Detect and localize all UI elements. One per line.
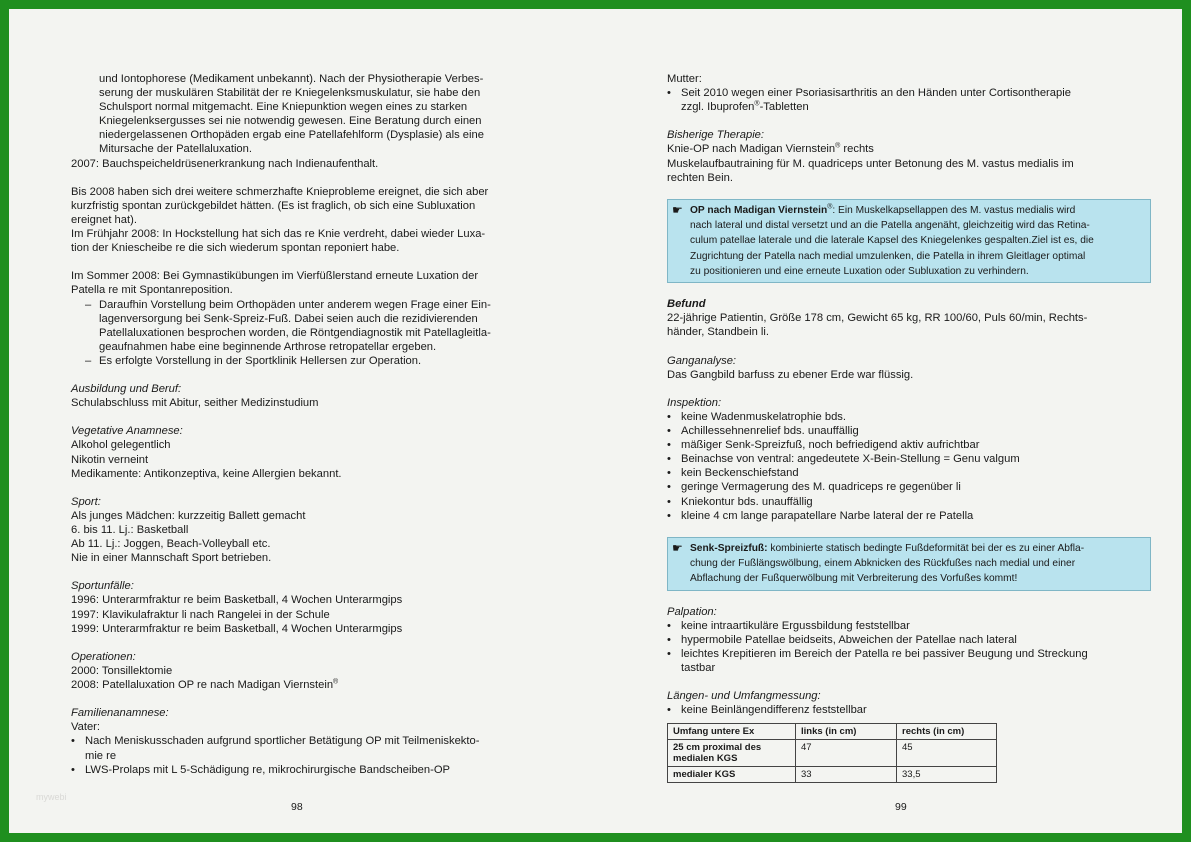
text-line: tion der Kniescheibe re die sich wiederum spontan reponiert habe. xyxy=(71,242,400,255)
section-heading: Längen- und Umfangmessung: xyxy=(667,690,821,703)
page-right xyxy=(595,9,1182,833)
section-heading: Ausbildung und Beruf: xyxy=(71,383,182,396)
text-line: händer, Standbein li. xyxy=(667,326,770,339)
info-box-op: ☛ OP nach Madigan Viernstein®: Ein Muskelkapsellappen des M. vastus medialis wird nach lateral und distal versetzt und an die Patella angenäht, gleichzeitig wird das Retina- culum patellae laterale und die laterale Kapsel des Kniegelenkes gespalten.Ziel ist es, die Zugrichtung der Patella nach medial umzulenken, die Patella in ihrem Gleitlager optimal zu positionieren und eine erneute Luxation oder Subluxation zu verhindern. xyxy=(667,199,1151,283)
text-line: Das Gangbild barfuss zu ebener Erde war flüssig. xyxy=(667,368,914,381)
text-line: 1999: Unterarmfraktur re beim Basketball, 4 Wochen Unterarmgips xyxy=(71,622,403,635)
text-line: Mitursache der Patellaluxation. xyxy=(99,143,252,156)
text-line: 2007: Bauchspeicheldrüsenerkrankung nach Indienaufenthalt. xyxy=(71,157,379,170)
text-line: ereignet hat). xyxy=(71,213,137,226)
table-header: links (in cm) xyxy=(796,724,897,740)
text-line: Nikotin verneint xyxy=(71,453,149,466)
pointing-hand-icon: ☛ xyxy=(672,202,683,217)
registered-mark: ® xyxy=(333,678,339,686)
text-line: Ab 11. Lj.: Joggen, Beach-Volleyball etc. xyxy=(71,538,271,551)
text-line: 1997: Klavikulafraktur li nach Rangelei in der Schule xyxy=(71,608,330,621)
bullet-list xyxy=(667,703,1133,717)
measurement-table xyxy=(667,723,997,783)
list-item: – Daraufhin Vorstellung beim Orthopäden unter anderem wegen Frage einer Ein- lagenversorgung bei Senk-Spreiz-Fuß. Dabei seien auch die rezidivierenden Patellaluxationen besprochen worden, die Röntgendiagnostik mit Patellagleitla- geaufnahmen habe eine beginnende Arthrose retropatellar ergeben. xyxy=(71,298,523,354)
info-box-senk-spreizfuss: ☛ Senk-Spreizfuß: kombinierte statisch bedingte Fußdeformität bei der es zu einer Abfla- chung der Fußlängswölbung, einem Abknicken des Rückfußes nach medial und einer Abflachung der Fußquerwölbung mit Verbreiterung des Vorfußes kommt! xyxy=(667,537,1151,591)
text-line: Im Frühjahr 2008: In Hockstellung hat sich das re Knie verdreht, dabei wieder Luxa- xyxy=(71,228,486,241)
paragraph-summer xyxy=(71,269,523,297)
book-spread xyxy=(9,9,1182,833)
pointing-hand-icon: ☛ xyxy=(672,540,683,555)
list-item: • kleine 4 cm lange parapatellare Narbe lateral der re Patella xyxy=(667,509,1133,523)
bullet-list xyxy=(667,619,1133,675)
section-heading: Befund xyxy=(667,298,706,311)
list-item: • leichtes Krepitieren im Bereich der Patella re bei passiver Beugung und Streckung tastbar xyxy=(667,647,1133,675)
list-item: • keine Beinlängendifferenz feststellbar xyxy=(667,703,1133,717)
section-heading: Palpation: xyxy=(667,605,717,618)
page-number: 99 xyxy=(895,801,907,813)
text-line: Kniegelenksergusses sei nie notwendig gewesen. Eine Beratung durch einen xyxy=(99,115,482,128)
list-item: • kein Beckenschiefstand xyxy=(667,466,1133,480)
registered-mark: ® xyxy=(835,142,841,150)
section-heading: Vegetative Anamnese: xyxy=(71,425,183,438)
list-item: • Kniekontur bds. unauffällig xyxy=(667,495,1133,509)
table-row xyxy=(668,740,997,767)
text-line: Nie in einer Mannschaft Sport betrieben. xyxy=(71,552,272,565)
section-heading: Sport: xyxy=(71,495,101,508)
text-line: Vater: xyxy=(71,721,101,734)
section-heading: Operationen: xyxy=(71,650,136,663)
watermark: mywebi xyxy=(36,792,67,802)
text-line: Knie-OP nach Madigan Viernstein® rechts xyxy=(667,142,874,156)
list-item: • Seit 2010 wegen einer Psoriasisarthritis an den Händen unter Cortisontherapie zzgl. Ibuprofen®-Tabletten xyxy=(667,86,1133,114)
text-line: 2008: Patellaluxation OP re nach Madigan Viernstein® xyxy=(71,678,339,692)
page-number: 98 xyxy=(291,801,303,813)
text-line: Als junges Mädchen: kurzzeitig Ballett gemacht xyxy=(71,509,306,522)
list-item: • Beinachse von ventral: angedeutete X-Bein-Stellung = Genu valgum xyxy=(667,452,1133,466)
list-item: – Es erfolgte Vorstellung in der Sportklinik Hellersen zur Operation. xyxy=(71,354,523,368)
table-header-row xyxy=(668,724,997,740)
list-item: • keine Wadenmuskelatrophie bds. xyxy=(667,410,1133,424)
text-line: Schulsport normal mitgemacht. Eine Kniepunktion wegen eines zu starken xyxy=(99,101,468,114)
text-line: Schulabschluss mit Abitur, seither Medizinstudium xyxy=(71,397,319,410)
text-line: kurzfristig spontan zurückgebildet hätten. (Es ist fraglich, ob sich eine Subluxation xyxy=(71,199,476,212)
table-cell: 33 xyxy=(796,767,897,783)
bullet-list xyxy=(71,734,523,776)
text-line: Im Sommer 2008: Bei Gymnastikübungen im Vierfüßlerstand erneute Luxation der xyxy=(71,270,479,283)
text-line: und Iontophorese (Medikament unbekannt). Nach der Physiotherapie Verbes- xyxy=(99,73,484,85)
registered-mark: ® xyxy=(827,203,833,211)
text-line: Medikamente: Antikonzeptiva, keine Allergien bekannt. xyxy=(71,467,342,480)
text-line: serung der muskulären Stabilität der re Kniegelenksmuskulatur, sie habe den xyxy=(99,87,481,100)
table-row xyxy=(668,767,997,783)
table-header: Umfang untere Ex xyxy=(668,724,796,740)
list-item: • LWS-Prolaps mit L 5-Schädigung re, mikrochirurgische Bandscheiben-OP xyxy=(71,763,523,777)
list-item: • geringe Vermagerung des M. quadriceps re gegenüber li xyxy=(667,480,1133,494)
dash-list xyxy=(71,298,523,368)
text-line: Patella re mit Spontanreposition. xyxy=(71,284,233,297)
list-item: • keine intraartikuläre Ergussbildung feststellbar xyxy=(667,619,1133,633)
intro-paragraph xyxy=(71,72,523,157)
right-column xyxy=(667,72,1133,783)
left-column xyxy=(71,72,523,777)
text-line: 2000: Tonsillektomie xyxy=(71,664,173,677)
list-item: • hypermobile Patellae beidseits, Abweichen der Patellae nach lateral xyxy=(667,633,1133,647)
section-heading: Bisherige Therapie: xyxy=(667,129,765,142)
text-line: Muskelaufbautraining für M. quadriceps unter Betonung des M. vastus medialis im xyxy=(667,157,1074,170)
table-cell: 25 cm proximal des medialen KGS xyxy=(668,740,796,767)
table-cell: 33,5 xyxy=(897,767,997,783)
table-cell: medialer KGS xyxy=(668,767,796,783)
section-heading: Sportunfälle: xyxy=(71,580,134,593)
list-item: • mäßiger Senk-Spreizfuß, noch befriedigend aktiv aufrichtbar xyxy=(667,438,1133,452)
table-header: rechts (in cm) xyxy=(897,724,997,740)
paragraph-2008 xyxy=(71,185,523,255)
text-line: niedergelassenen Orthopäden ergab eine Patellafehlform (Dysplasie) als eine xyxy=(99,129,484,142)
table-cell: 47 xyxy=(796,740,897,767)
text-line: 22-jährige Patientin, Größe 178 cm, Gewicht 65 kg, RR 100/60, Puls 60/min, Rechts- xyxy=(667,312,1088,325)
text-line: Alkohol gelegentlich xyxy=(71,439,171,452)
bullet-list xyxy=(667,410,1133,523)
text-line: rechten Bein. xyxy=(667,171,733,184)
section-heading: Familienanamnese: xyxy=(71,707,169,720)
list-item: • Nach Meniskusschaden aufgrund sportlicher Betätigung OP mit Teilmeniskekto- mie re xyxy=(71,734,523,762)
text-line: 1996: Unterarmfraktur re beim Basketball, 4 Wochen Unterarmgips xyxy=(71,594,403,607)
list-item: • Achillessehnenrelief bds. unauffällig xyxy=(667,424,1133,438)
bullet-list xyxy=(667,86,1133,114)
page-left xyxy=(9,9,595,833)
text-line: Mutter: xyxy=(667,73,702,85)
text-line: Bis 2008 haben sich drei weitere schmerzhafte Knieprobleme ereignet, die sich aber xyxy=(71,185,489,198)
section-heading: Ganganalyse: xyxy=(667,354,737,367)
section-heading: Inspektion: xyxy=(667,396,722,409)
text-line: 6. bis 11. Lj.: Basketball xyxy=(71,524,189,536)
table-cell: 45 xyxy=(897,740,997,767)
registered-mark: ® xyxy=(754,100,760,108)
